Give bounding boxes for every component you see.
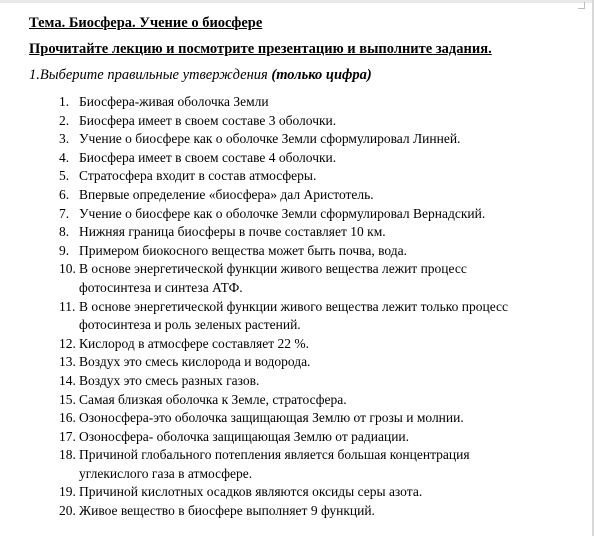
item-number: 12. <box>59 335 76 351</box>
item-number: 7. <box>59 205 70 221</box>
list-item <box>59 483 584 502</box>
item-text: Учение о биосфере как о оболочке Земли сформулировал Вернадский. <box>79 205 486 221</box>
item-number: 18. <box>59 447 76 463</box>
list-item <box>59 428 584 447</box>
document-page <box>29 14 584 521</box>
task-hint: (только цифра) <box>271 67 372 83</box>
item-text: Кислород в атмосфере составляет 22 %. <box>79 335 310 351</box>
document-instruction: Прочитайте лекцию и посмотрите презентацию и выполните задания. <box>29 41 492 57</box>
item-text: Нижняя граница биосферы в почве составляет 10 км. <box>79 224 386 240</box>
statements-list <box>29 93 584 521</box>
list-item <box>59 205 584 224</box>
list-item <box>59 391 584 410</box>
list-item <box>59 112 584 131</box>
list-item <box>59 372 584 391</box>
item-text: Биосфера-живая оболочка Земли <box>79 94 269 109</box>
item-text: Биосфера имеет в своем составе 3 оболочки. <box>79 112 337 128</box>
item-text: Озоносфера- оболочка защищающая Землю от радиации. <box>79 428 410 444</box>
list-item <box>59 298 584 335</box>
list-item <box>59 409 584 428</box>
item-text: Учение о биосфере как о оболочке Земли сформулировал Линней. <box>79 131 461 147</box>
item-number: 20. <box>59 503 76 519</box>
item-number: 13. <box>59 354 76 370</box>
item-text: Воздух это смесь кислорода и водорода. <box>79 354 311 370</box>
item-text: В основе энергетической функции живого вещества лежит только процесс фотосинтеза и роль зеленых растений. <box>79 298 509 333</box>
item-number: 11. <box>59 298 76 314</box>
list-item <box>59 353 584 372</box>
item-text: В основе энергетической функции живого вещества лежит процесс фотосинтеза и синтеза АТФ. <box>79 261 467 295</box>
list-item <box>59 223 584 242</box>
list-item <box>59 93 584 112</box>
item-text: Стратосфера входит в состав атмосферы. <box>79 168 317 184</box>
item-text: Воздух это смесь разных газов. <box>79 372 260 388</box>
item-number: 4. <box>59 149 70 165</box>
list-item <box>59 186 584 205</box>
item-text: Впервые определение «биосфера» дал Аристотель. <box>79 186 374 202</box>
item-number: 5. <box>59 168 70 184</box>
item-number: 6. <box>59 186 70 202</box>
list-item <box>59 446 584 483</box>
item-number: 9. <box>59 242 70 258</box>
window-top-edge <box>0 0 594 3</box>
item-number: 16. <box>59 410 76 426</box>
item-text: Озоносфера-это оболочка защищающая Землю от грозы и молнии. <box>79 410 464 426</box>
item-text: Биосфера имеет в своем составе 4 оболочки. <box>79 149 337 165</box>
item-number: 10. <box>59 261 76 277</box>
item-text: Самая близкая оболочка к Земле, стратосфера. <box>79 391 347 407</box>
list-item <box>59 167 584 186</box>
task-heading <box>29 66 584 84</box>
task-text: 1.Выберите правильные утверждения <box>29 67 272 83</box>
item-text: Причиной кислотных осадков являются оксиды серы азота. <box>79 484 423 500</box>
item-number: 2. <box>59 112 70 128</box>
list-item <box>59 335 584 354</box>
item-number: 17. <box>59 428 76 444</box>
item-number: 1. <box>59 94 70 109</box>
item-number: 19. <box>59 484 76 500</box>
list-item <box>59 242 584 261</box>
item-text: Живое вещество в биосфере выполняет 9 функций. <box>79 503 375 519</box>
list-item <box>59 130 584 149</box>
item-number: 14. <box>59 372 76 388</box>
list-item <box>59 260 584 297</box>
item-text: Причиной глобального потепления является большая концентрация углекислого газа в атмосфере. <box>79 447 470 481</box>
list-item <box>59 502 584 521</box>
page-corner-mark <box>578 2 585 9</box>
item-number: 8. <box>59 224 70 240</box>
item-number: 15. <box>59 391 76 407</box>
item-text: Примером биокосного вещества может быть почва, вода. <box>79 242 407 258</box>
item-number: 3. <box>59 131 70 147</box>
list-item <box>59 149 584 168</box>
document-title: Тема. Биосфера. Учение о биосфере <box>29 15 263 31</box>
